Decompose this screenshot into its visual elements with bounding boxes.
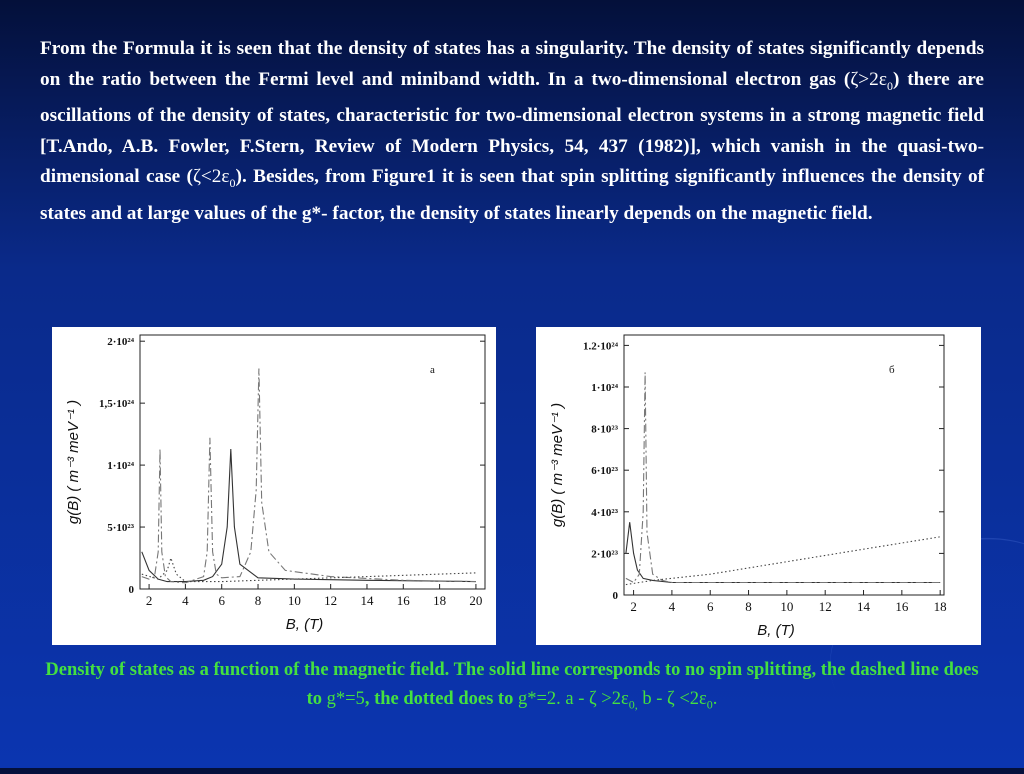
x-tick-label: 14 [360, 593, 374, 608]
x-axis-label: B, (T) [757, 622, 795, 639]
x-tick-label: 8 [745, 599, 752, 614]
y-tick-label: 8·10²³ [591, 423, 618, 436]
series-line-dotted [626, 537, 940, 585]
series-line-dotted [142, 558, 476, 582]
x-tick-label: 6 [706, 599, 714, 614]
x-tick-label: 8 [254, 593, 262, 608]
plot-frame [624, 335, 944, 595]
x-axis-label: B, (T) [285, 616, 324, 633]
panel-label: а [430, 364, 435, 376]
x-tick-label: 10 [287, 593, 301, 608]
x-tick-label: 4 [668, 599, 676, 614]
y-tick-label: 1·10²⁴ [591, 382, 618, 394]
x-tick-label: 2 [630, 599, 637, 614]
x-tick-label: 18 [933, 599, 947, 614]
caption-g2: g*=2. a - ζ >2ε [517, 689, 629, 709]
caption-g5: g*=5 [326, 689, 365, 709]
y-tick-label: 1,5·10²⁴ [98, 398, 134, 411]
figure-b [536, 327, 981, 645]
caption-text-2: , the dotted does to [364, 689, 518, 709]
x-tick-label: 18 [433, 593, 447, 608]
y-tick-label: 0 [128, 584, 134, 596]
caption-sub-2: 0 [706, 697, 713, 712]
body-paragraph [40, 34, 984, 229]
y-tick-label: 6·10²³ [591, 465, 618, 478]
para-text-1: From the Formula it is seen that the density of states has a singularity. The density of states significantly depends on the ratio between the Fermi level and miniband width. In a two-dimensional electron gas ( [40, 38, 984, 90]
y-tick-label: 5·10²³ [107, 522, 134, 535]
y-tick-label: 4·10²³ [591, 506, 618, 519]
x-tick-label: 12 [324, 593, 338, 608]
x-tick-label: 16 [895, 599, 909, 614]
y-axis-label: g(B) ( m⁻³ meV⁻¹ ) [65, 399, 82, 525]
x-tick-label: 10 [780, 599, 794, 614]
series-line-dashdot [142, 369, 476, 583]
x-tick-label: 20 [469, 593, 483, 608]
subscript-zero-1: 0 [886, 78, 893, 93]
para-text-3: ). Besides, from Figure1 it is seen that spin splitting significantly influences the density of states and at large values of the g*- factor, the density of states linearly depends on the magnetic field. [40, 166, 985, 224]
panel-label: б [889, 364, 895, 376]
y-tick-label: 2·10²⁴ [107, 336, 134, 349]
caption-text-1: Density of states as a function of the magnetic field. The solid line corresponds to no spin splitting, the dashed line does to [45, 660, 979, 709]
x-tick-label: 2 [145, 593, 153, 608]
y-tick-label: 2·10²³ [591, 548, 618, 561]
figure-a [52, 327, 496, 645]
caption-mid: b - ζ <2ε [637, 689, 707, 709]
zeta-lt-expr: ζ<2ε [192, 166, 230, 188]
x-tick-label: 12 [818, 599, 832, 614]
subscript-zero-2: 0 [229, 176, 236, 191]
figure-caption [40, 656, 984, 720]
y-axis-label: g(B) ( m⁻³ meV⁻¹ ) [549, 402, 566, 528]
x-tick-label: 16 [396, 593, 410, 608]
y-tick-label: 1·10²⁴ [107, 460, 134, 473]
x-tick-label: 4 [182, 593, 189, 608]
figure-a-plot [52, 327, 496, 645]
series-line-dashdot [626, 372, 940, 582]
x-tick-label: 14 [857, 599, 871, 614]
series-line-solid [142, 449, 476, 582]
y-tick-label: 1.2·10²⁴ [582, 340, 618, 353]
zeta-gt-expr: ζ>2ε [850, 68, 887, 90]
caption-sub-1: 0, [628, 697, 638, 712]
caption-end: . [712, 689, 718, 709]
figure-b-plot [536, 327, 981, 645]
x-tick-label: 6 [218, 593, 225, 608]
para-text-2: ) there are oscillations of the density of states, characteristic for two-dimensional electron systems in a strong magnetic field [T.Ando, A.B. Fowler, F.Stern, Review of Modern Physics, 54, 437 (1982)], which vanish in the quasi-two-dimensional case ( [40, 68, 984, 188]
y-tick-label: 0 [612, 590, 618, 602]
series-line-solid [626, 522, 940, 582]
